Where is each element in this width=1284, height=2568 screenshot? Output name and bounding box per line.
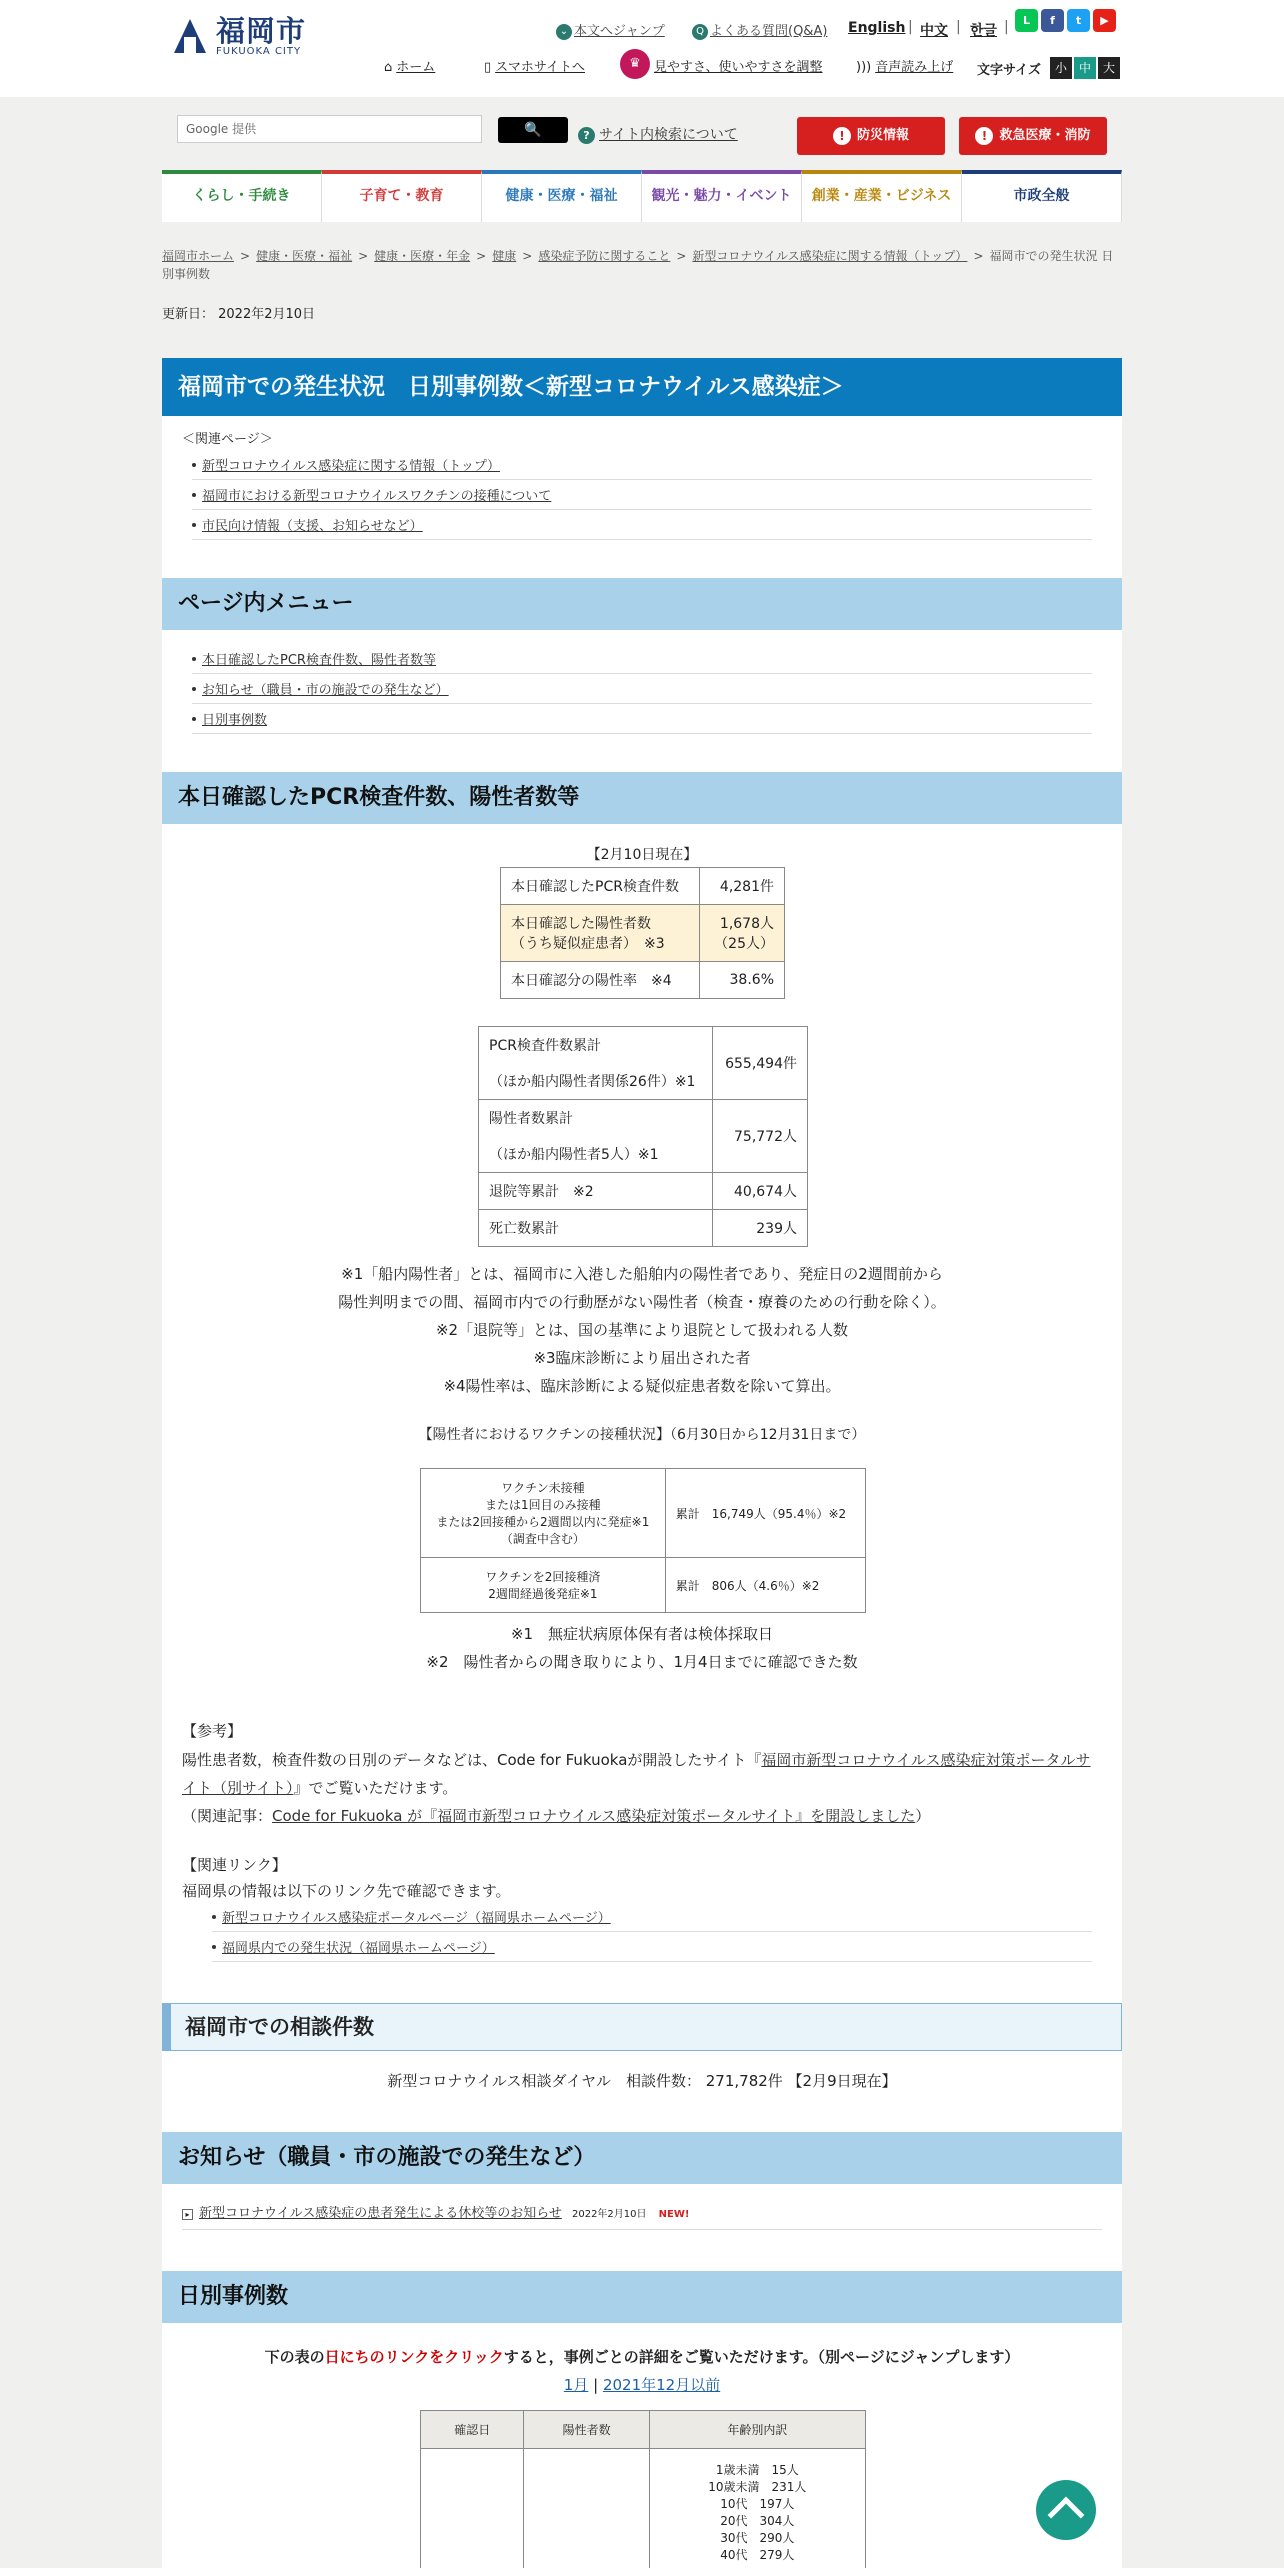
faq-link[interactable]: Q よくある質問(Q&A)	[692, 20, 827, 40]
row-label: ワクチン未接種 または1回目のみ接種 または2回接種から2週間以内に発症※1 （調査中含む）	[421, 1469, 666, 1558]
section-heading-daily: 日別事例数	[162, 2271, 1122, 2323]
list-item-link[interactable]: 新型コロナウイルス感染症ポータルページ（福岡県ホームページ）	[222, 1911, 611, 1926]
note-line: 陽性判明までの間、福岡市内での行動歴がない陽性者（検査・療養のための行動を除く）。	[338, 1293, 946, 1311]
section-heading-consult: 福岡市での相談件数	[162, 2003, 1122, 2051]
row-label: PCR検査件数累計 （ほか船内陽性者関係26件）※1	[479, 1027, 713, 1100]
table-row	[501, 962, 785, 999]
search-input[interactable]: Google 提供	[177, 115, 482, 143]
section-heading-notice: お知らせ（職員・市の施設での発生など）	[162, 2132, 1122, 2184]
list-item-link[interactable]: 福岡県内での発生状況（福岡県ホームページ）	[222, 1941, 495, 1956]
site-logo[interactable]	[170, 16, 306, 57]
facebook-icon[interactable]: f	[1041, 9, 1064, 32]
row-value: 1,678人 （25人）	[699, 905, 784, 962]
column-header: 陽性者数	[524, 2411, 649, 2449]
list-item	[192, 480, 1092, 510]
row-value: 累計 16,749人（95.4％）※2	[665, 1469, 865, 1558]
daily-intro: 下の表の日にちのリンクをクリックすると，事例ごとの詳細をご覧いただけます。（別ページにジャンプします）	[264, 2348, 1020, 2366]
section-heading-page-menu: ページ内メニュー	[162, 578, 1122, 630]
font-size-small-button[interactable]: 小	[1050, 57, 1072, 79]
question-icon: ?	[578, 127, 595, 144]
vaccine-table	[420, 1468, 866, 1613]
breadcrumb-separator: >	[522, 249, 533, 263]
breadcrumb-separator: >	[476, 249, 487, 263]
smartphone-icon: ▯	[484, 60, 492, 75]
note-line: ※3臨床診断により届出された者	[533, 1349, 751, 1367]
font-size-label: 文字サイズ	[977, 63, 1041, 78]
january-link[interactable]: 1月	[563, 2376, 589, 2394]
consult-count: 新型コロナウイルス相談ダイヤル 相談件数： 271,782件 【2月9日現在】	[387, 2072, 897, 2090]
emergency-medical-button[interactable]: ! 救急医療・消防	[959, 117, 1107, 155]
row-label: ワクチンを2回接種済 2週間経過後発症※1	[421, 1558, 666, 1613]
accessibility-icon: ♛	[620, 49, 650, 79]
site-header	[0, 0, 1284, 97]
note-line: ※2「退院等」とは、国の基準により退院として扱われる人数	[435, 1321, 849, 1339]
nav-tab[interactable]: 市政全般	[962, 170, 1122, 222]
table-row	[421, 1469, 866, 1558]
updated-date: 更新日： 2022年2月10日	[162, 307, 316, 322]
page-title: 福岡市での発生状況 日別事例数＜新型コロナウイルス感染症＞	[162, 358, 1122, 416]
breadcrumb-separator: >	[358, 249, 369, 263]
note-line: ※2 陽性者からの聞き取りにより、1月4日までに確認できた数	[426, 1653, 858, 1671]
font-size-large-button[interactable]: 大	[1098, 57, 1120, 79]
nav-tab[interactable]: 観光・魅力・イベント	[642, 170, 802, 222]
main-content	[162, 358, 1122, 2568]
youtube-icon[interactable]: ▶	[1093, 9, 1116, 32]
portal-site-link[interactable]: 福岡市新型コロナウイルス感染症対策ポータルサイト（別サイト）	[182, 1751, 1091, 1797]
speaker-icon: )))	[856, 60, 872, 75]
age-breakdown-cell	[649, 2449, 865, 2568]
row-label: 本日確認した陽性者数 （うち疑似症患者） ※3	[501, 905, 700, 962]
vaccine-heading: 【陽性者におけるワクチンの接種状況】（6月30日から12月31日まで）	[418, 1427, 866, 1443]
related-links-list	[192, 450, 1092, 540]
note-line: ※4陽性率は、臨床診断による疑似症患者数を除いて算出。	[443, 1377, 841, 1395]
twitter-icon[interactable]: t	[1067, 9, 1090, 32]
page-top-button[interactable]	[1036, 2480, 1096, 2540]
row-value: 40,674人	[712, 1173, 807, 1210]
table-row	[479, 1173, 808, 1210]
note-line: ※1 無症状病原体保有者は検体採取日	[510, 1625, 774, 1643]
table-row	[421, 2449, 866, 2568]
arrow-right-icon: ▸	[182, 2209, 193, 2220]
previous-months-link[interactable]: 2021年12月以前	[602, 2376, 721, 2394]
lang-korean-link[interactable]: 한글	[970, 23, 998, 39]
table-header-row	[421, 2411, 866, 2449]
list-item	[192, 450, 1092, 480]
page-menu-list	[192, 644, 1092, 734]
alert-icon: !	[975, 127, 993, 145]
notes-block	[162, 1260, 1122, 1400]
table-row	[501, 905, 785, 962]
list-item-link[interactable]: お知らせ（職員・市の施設での発生など）	[202, 683, 449, 698]
prefecture-links-list	[212, 1902, 1092, 1962]
reference-heading: 【参考】	[182, 1722, 243, 1740]
breadcrumb-link[interactable]: 新型コロナウイルス感染症に関する情報（トップ）	[692, 249, 968, 263]
list-item	[192, 674, 1092, 704]
home-link[interactable]: ⌂ ホーム	[384, 60, 436, 75]
breadcrumb-link[interactable]: 福岡市ホーム	[162, 249, 235, 263]
date-cell	[421, 2449, 524, 2568]
row-label: 陽性者数累計 （ほか船内陽性者5人）※1	[479, 1100, 713, 1173]
row-label: 本日確認分の陽性率 ※4	[501, 962, 700, 999]
column-header: 確認日	[421, 2411, 524, 2449]
logo-subtext: FUKUOKA CITY	[216, 46, 302, 57]
font-size-medium-button[interactable]: 中	[1074, 57, 1096, 79]
list-item	[192, 644, 1092, 674]
section-heading-today: 本日確認したPCR検査件数、陽性者数等	[162, 772, 1122, 824]
nav-tab[interactable]: 子育て・教育	[322, 170, 482, 222]
related-heading: ＜関連ページ＞	[182, 432, 273, 447]
question-icon: Q	[692, 24, 708, 40]
related-links-intro: 福岡県の情報は以下のリンク先で確認できます。	[182, 1882, 511, 1900]
search-button[interactable]	[498, 117, 568, 143]
related-article-link[interactable]: Code for Fukuoka が『福岡市新型コロナウイルス感染症対策ポータルサイト』を開設しました	[272, 1807, 916, 1825]
list-item	[212, 1932, 1092, 1962]
age-line: 10歳未満 231人	[708, 2480, 807, 2494]
list-item-link[interactable]: 福岡市における新型コロナウイルスワクチンの接種について	[202, 489, 552, 504]
row-value: 75,772人	[712, 1100, 807, 1173]
main-navigation	[162, 170, 1122, 222]
row-label: 本日確認したPCR検査件数	[501, 868, 700, 905]
list-item-link[interactable]: 市民向け情報（支援、お知らせなど）	[202, 519, 423, 534]
search-icon: 🔍	[524, 122, 542, 138]
list-item	[212, 1902, 1092, 1932]
nav-tab[interactable]: 健康・医療・福祉	[482, 170, 642, 222]
breadcrumb	[162, 247, 1122, 283]
search-area	[162, 110, 1122, 160]
breadcrumb-link[interactable]: 感染症予防に関すること	[538, 249, 671, 263]
related-links-heading: 【関連リンク】	[182, 1856, 287, 1874]
row-label: 死亡数累計	[479, 1210, 713, 1247]
list-item-link[interactable]: 新型コロナウイルス感染症に関する情報（トップ）	[202, 459, 500, 474]
notice-date: 2022年2月10日	[571, 2209, 647, 2220]
vaccine-notes	[162, 1620, 1122, 1676]
breadcrumb-link[interactable]: 健康	[492, 249, 517, 263]
table-row	[479, 1210, 808, 1247]
breadcrumb-separator: >	[240, 249, 251, 263]
breadcrumb-link[interactable]: 健康・医療・福祉	[256, 249, 353, 263]
list-item-link[interactable]: 日別事例数	[202, 713, 268, 728]
line-icon[interactable]: L	[1015, 9, 1038, 32]
chevron-up-icon	[1048, 2497, 1085, 2534]
row-value: 38.6%	[699, 962, 784, 999]
list-item	[192, 510, 1092, 540]
row-value: 655,494件	[712, 1027, 807, 1100]
smartphone-site-link[interactable]: ▯ スマホサイトへ	[484, 60, 585, 75]
row-value: 239人	[712, 1210, 807, 1247]
list-item-link[interactable]: 本日確認したPCR検査件数、陽性者数等	[202, 653, 436, 668]
notice-item	[182, 2202, 1102, 2230]
row-value: 累計 806人（4.6％）※2	[665, 1558, 865, 1613]
new-badge: NEW!	[658, 2209, 690, 2220]
row-label: 退院等累計 ※2	[479, 1173, 713, 1210]
row-value: 4,281件	[699, 868, 784, 905]
home-icon: ⌂	[384, 60, 393, 75]
alert-icon: !	[833, 127, 851, 145]
lang-separator: |	[956, 19, 961, 35]
breadcrumb-link[interactable]: 健康・医療・年金	[374, 249, 471, 263]
lang-chinese-link[interactable]: 中文	[920, 23, 948, 39]
site-search-help-link[interactable]: ? サイト内検索について	[578, 124, 738, 144]
table-row	[501, 868, 785, 905]
breadcrumb-separator: >	[973, 249, 984, 263]
disaster-info-button[interactable]: ! 防災情報	[797, 117, 945, 155]
count-cell	[524, 2449, 649, 2568]
as-of-date: 【2月10日現在】	[586, 847, 698, 863]
chevron-down-icon: ⌄	[556, 24, 572, 40]
table-row	[479, 1027, 808, 1100]
lang-separator: |	[908, 19, 913, 35]
age-line: 20代 304人	[720, 2514, 795, 2528]
city-emblem-icon	[170, 17, 210, 57]
skip-to-content-link[interactable]: ⌄ 本文へジャンプ	[556, 20, 665, 40]
note-line: ※1「船内陽性者」とは、福岡市に入港した船舶内の陽性者であり、発症日の2週間前から	[341, 1265, 943, 1283]
age-line: 10代 197人	[720, 2497, 795, 2511]
list-item	[192, 704, 1092, 734]
nav-tab[interactable]: 創業・産業・ビジネス	[802, 170, 962, 222]
age-line: 30代 290人	[720, 2531, 795, 2545]
notice-link[interactable]: 新型コロナウイルス感染症の患者発生による休校等のお知らせ	[199, 2206, 562, 2221]
column-header: 年齢別内訳	[649, 2411, 865, 2449]
table-row	[479, 1100, 808, 1173]
accessibility-link[interactable]: ♛ 見やすさ、使いやすさを調整	[620, 56, 822, 79]
nav-tab[interactable]: くらし・手続き	[162, 170, 322, 222]
lang-english-link[interactable]: English	[848, 20, 906, 36]
today-table	[500, 867, 785, 999]
lang-separator: |	[1004, 19, 1009, 35]
voice-reader-link[interactable]: ))) 音声読み上げ	[856, 60, 954, 75]
logo-text: 福岡市	[216, 14, 307, 48]
cumulative-table	[478, 1026, 808, 1247]
month-links: 1月 | 2021年12月以前	[563, 2376, 721, 2394]
daily-cases-table	[420, 2410, 866, 2568]
breadcrumb-separator: >	[676, 249, 687, 263]
reference-text: 陽性患者数，検査件数の日別のデータなどは、Code for Fukuokaが開設したサイト『福岡市新型コロナウイルス感染症対策ポータルサイト（別サイト）』でご覧いただけます。 （関連記事：Code for Fukuoka が『福岡市新型コロナウイルス感染症対策ポータルサイト』を開設しました）	[182, 1751, 1091, 1825]
breadcrumb-current: 福岡市での発生状況 日別事例数	[162, 249, 1114, 281]
table-row	[421, 1558, 866, 1613]
age-line: 1歳未満 15人	[715, 2463, 799, 2477]
age-line: 40代 279人	[720, 2548, 795, 2562]
